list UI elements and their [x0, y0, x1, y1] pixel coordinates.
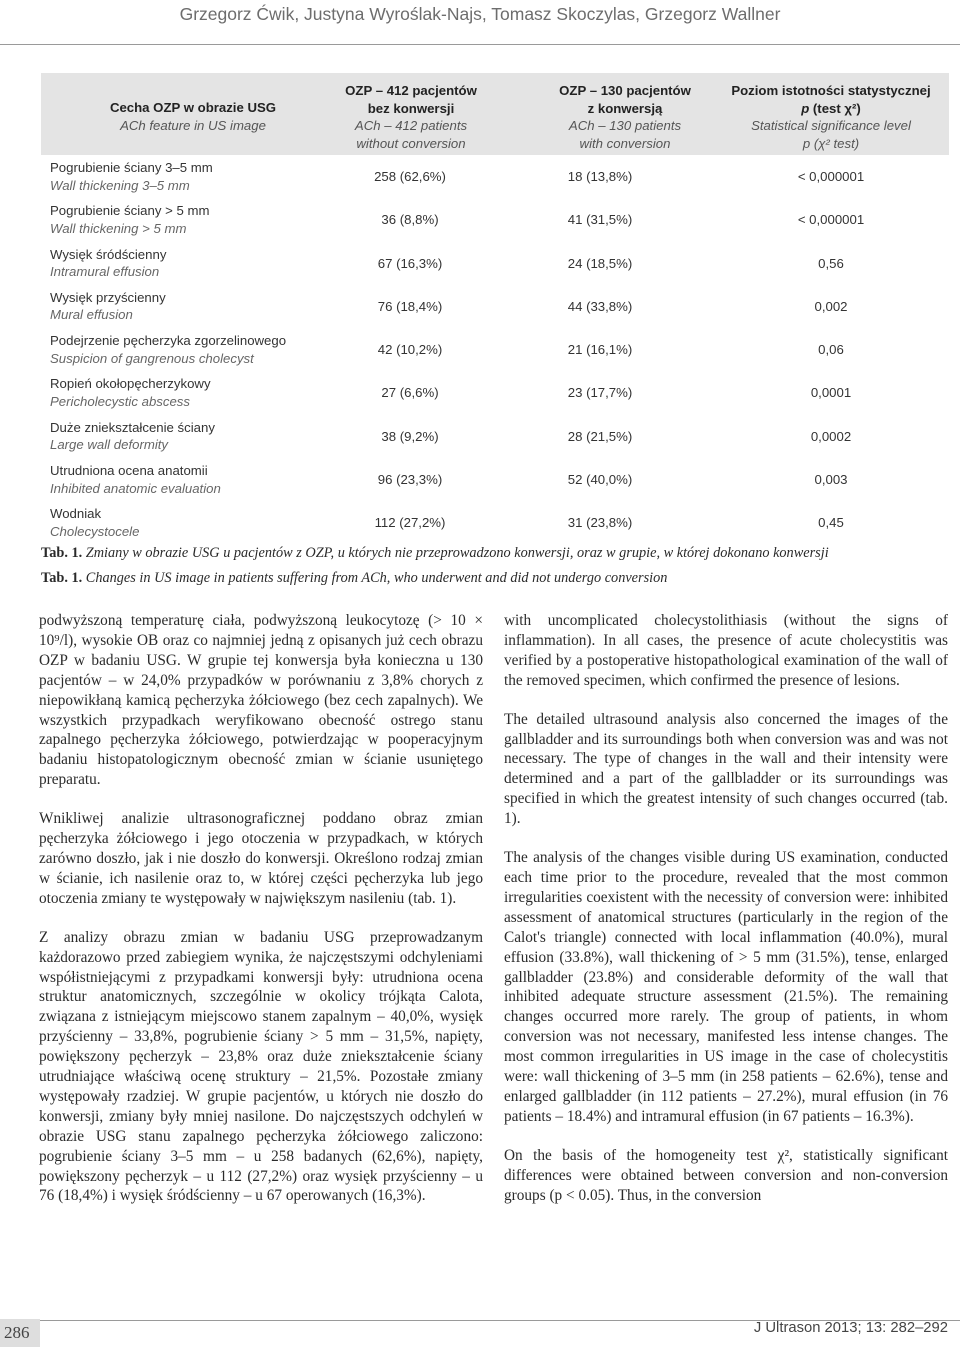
value-no-conversion: 36 (8,8%): [381, 212, 439, 228]
row-label-en: Inhibited anatomic evaluation: [50, 480, 221, 496]
running-header-authors: Grzegorz Ćwik, Justyna Wyroślak-Najs, Tomasz Skoczylas, Grzegorz Wallner: [179, 4, 781, 24]
header-no-conversion-en1: ACh – 412 patients: [354, 118, 468, 133]
caption-en-text: Changes in US image in patients suffering from ACh, who underwent and did not undergo conversion: [82, 570, 668, 586]
row-label: [50, 159, 213, 194]
header-no-conversion-en2: without conversion: [356, 135, 466, 151]
value-conversion: 52 (40,0%): [567, 472, 633, 488]
header-no-conversion-pl1: OZP – 412 pacjentów: [345, 83, 477, 98]
row-label-pl: Pogrubienie ściany > 5 mm: [50, 203, 210, 219]
paragraph: Z analizy obrazu zmian w badaniu USG przeprowadzanym każdorazowo przed zabiegiem wynika, że najczęstszymi odchyleniami współistniejącymi z przypadkami konwersji były: utrudniona ocena struktur anatomicznych, szczególnie w okolicy trójkąta Calota, związana z istniejącym miejscowo stanem zapalnym – 40,0%, wysięk przyścienny – 33,8%, pogrubienie ściany > 5 mm – 31,5%, napięty, powiększony pęcherzyk – 23,8% oraz duże zniekształcenie ściany utrudniające właściwą ocenę struktury – 21,5%. Pozostałe zmiany występowały rzadziej. W grupie pacjentów, u których nie doszło do konwersji, zmiany były mniej nasilone. Do najczęstszych odchyleń w obrazie USG stanu zapalnego pęcherzyka żółciowego zaliczono: pogrubienie ściany 3–5 mm – u 258 badanych (62,6%), napięty, powiększony pęcherzyk – u 112 (27,2%) oraz wysięk przyścienny – u 76 (18,4%) i wysięk śródścienny – u 67 operowanych (16,3%).: [39, 928, 483, 1205]
value-conversion: 23 (17,7%): [567, 385, 633, 401]
paragraph: The detailed ultrasound analysis also concerned the images of the gallbladder and its surroundings both when conversion was and was not necessary. The type of changes in the wall and their intensity were determined and a part of the gallbladder or its surroundings was specified in which the greatest intensity of such changes occurred (tab. 1).: [504, 710, 948, 828]
paragraph: The analysis of the changes visible during US examination, conducted each time prior to the procedure, revealed that the most common irregularities coexistent with the necessity of conversion were: inhibited assessment of anatomical structures (particularly in the region of the Calot's triangle) connected with local inflammation (40.0%), mural effusion (33.8%), wall thickening of > 5 mm (31.5%), tense, enlarged gallbladder (23.8%) and considerable deformity of the wall that inhibited adequate structure assessment (21.5%). The remaining changes occurred more rarely. The group of patients, in whom conversion was not necessary, manifested less intense changes. The most common irregularities in US image in the case of cholecystitis were: wall thickening of 3–5 mm (in 258 patients – 62.6%), tense and enlarged gallbladder (in 112 patients – 27.2%), mural effusion (in 76 patients – 18.4%) and intramural effusion (in 67 patients – 16.3%).: [504, 849, 948, 1125]
row-label-en: Wall thickening 3–5 mm: [50, 177, 190, 193]
value-conversion: 41 (31,5%): [567, 212, 633, 228]
header-significance-pl1: Poziom istotności statystycznej: [731, 83, 931, 98]
row-label: [50, 419, 215, 454]
value-p: 0,06: [818, 342, 844, 358]
row-label: [50, 289, 166, 324]
row-label: [50, 462, 221, 497]
journal-citation: J Ultrason 2013; 13: 282–292: [753, 1320, 948, 1336]
results-table: [41, 73, 949, 545]
row-label-pl: Pogrubienie ściany 3–5 mm: [50, 160, 213, 175]
value-no-conversion: 258 (62,6%): [374, 169, 446, 184]
caption-en-label: Tab. 1.: [41, 570, 83, 586]
value-p: 0,56: [818, 255, 844, 271]
value-conversion: 18 (13,8%): [567, 169, 633, 184]
caption-pl-text: Zmiany w obrazie USG u pacjentów z OZP, u których nie przeprowadzono konwersji, oraz w grupie, w której dokonano konwersji: [82, 545, 829, 561]
row-label-pl: Ropień okołopęcherzykowy: [50, 376, 211, 392]
row-label: [50, 246, 166, 281]
row-label-en: Pericholecystic abscess: [50, 393, 190, 409]
row-label-en: Mural effusion: [50, 307, 133, 323]
value-no-conversion: 76 (18,4%): [377, 298, 443, 314]
value-no-conversion: 38 (9,2%): [381, 428, 439, 444]
header-feature: [41, 99, 345, 134]
row-label-pl: Wodniak: [50, 506, 102, 522]
value-p: 0,003: [814, 472, 848, 488]
header-significance-en1: Statistical significance level: [751, 118, 911, 133]
value-p: 0,0001: [810, 385, 852, 401]
header-no-conversion: [305, 82, 517, 152]
table-row: [41, 501, 949, 544]
value-no-conversion: 27 (6,6%): [381, 385, 439, 401]
header-conversion-pl2: z konwersją: [587, 100, 663, 116]
row-label-pl: Podejrzenie pęcherzyka zgorzelinowego: [50, 333, 287, 349]
header-significance-p: p: [801, 100, 810, 116]
value-conversion: 31 (23,8%): [567, 515, 633, 531]
value-no-conversion: 67 (16,3%): [377, 255, 443, 271]
row-label-en: Wall thickening > 5 mm: [50, 220, 187, 236]
paragraph: podwyższoną temperaturę ciała, podwyższoną leukocytozę (> 10 × 10⁹/l), wysokie OB oraz co najmniej jedną z opisanych już cech obrazu OZP w badaniu USG. W grupie tej konwersja była konieczna u 130 pacjentów – w 24,0% przypadków w porównaniu z 3,8% chorych z niepowikłaną kamicą pęcherzyka żółciowego (bez cech zapalnych). We wszystkich przypadkach weryfikowano obecność ostrego stanu zapalnego pęcherzyka żółciowego, potwierdzając w pooperacyjnym badaniu histopatologicznym obecność zmian w ścianie usuniętego preparatu.: [39, 612, 483, 789]
body-column-left: [39, 611, 483, 1225]
table-caption-pl: [41, 545, 829, 562]
header-significance-en2: p (χ² test): [802, 135, 860, 151]
value-conversion: 28 (21,5%): [567, 428, 633, 444]
row-label: [50, 375, 211, 410]
header-divider: [0, 44, 960, 45]
paragraph: Wnikliwej analizie ultrasonograficznej poddano obraz zmian pęcherzyka żółciowego i jego otoczenia w przypadkach, w których zarówno doszło, jak i nie doszło do konwersji. Określono rodzaj zmian w ścianie, ich nasilenie oraz to, w której części pęcherzyka lub jego otoczenia zmiany te występowały w największym nasileniu (tab. 1).: [39, 810, 483, 907]
table-row: [41, 242, 949, 285]
table-row: [41, 415, 949, 458]
value-conversion: 21 (16,1%): [567, 342, 633, 358]
table-row: [41, 198, 949, 241]
page-number-box: [0, 1319, 40, 1347]
value-p: 0,45: [818, 515, 844, 531]
header-no-conversion-pl2: bez konwersji: [367, 100, 455, 116]
table-row: [41, 371, 949, 414]
caption-pl-label: Tab. 1.: [41, 545, 83, 561]
value-no-conversion: 96 (23,3%): [377, 472, 443, 488]
paragraph: On the basis of the homogeneity test χ², statistically significant differences were obtained between conversion and non-conversion groups (p < 0.05). Thus, in the conversion: [504, 1146, 948, 1204]
value-no-conversion: 112 (27,2%): [374, 515, 446, 531]
row-label-en: Cholecystocele: [50, 523, 140, 539]
header-conversion-pl1: OZP – 130 pacjentów: [559, 83, 691, 98]
table-header: [41, 73, 949, 155]
row-label: [50, 332, 286, 367]
value-conversion: 44 (33,8%): [567, 298, 633, 314]
table-body: [41, 155, 949, 545]
body-column-right: [504, 611, 948, 1224]
table-row: [41, 328, 949, 371]
value-p: 0,002: [814, 298, 848, 314]
row-label-en: Suspicion of gangrenous cholecyst: [50, 350, 254, 366]
table-row: [41, 285, 949, 328]
value-p: < 0,000001: [797, 169, 865, 184]
row-label-pl: Duże zniekształcenie ściany: [50, 419, 215, 435]
page-number: 286: [4, 1323, 30, 1342]
header-conversion-en2: with conversion: [579, 135, 671, 151]
value-p: < 0,000001: [797, 212, 865, 228]
row-label: [50, 505, 139, 540]
row-label: [50, 202, 209, 237]
header-feature-pl: Cecha OZP w obrazie USG: [109, 100, 277, 115]
table-row: [41, 155, 949, 198]
row-label-en: Intramural effusion: [50, 264, 160, 280]
header-feature-en: ACh feature in US image: [120, 117, 266, 133]
header-conversion: [515, 82, 735, 152]
value-conversion: 24 (18,5%): [567, 255, 633, 271]
row-label-pl: Wysięk przyścienny: [50, 289, 166, 305]
row-label-pl: Wysięk śródścienny: [50, 246, 167, 262]
paragraph: with uncomplicated cholecystolithiasis (without the signs of inflammation). In all cases, the presence of acute cholecystitis was verified by a postoperative histopathological examination of the wall of the removed specimen, which confirmed the presence of lesions.: [504, 612, 948, 689]
value-p: 0,0002: [810, 428, 852, 444]
table-caption-en: [41, 570, 667, 587]
header-conversion-en1: ACh – 130 patients: [568, 118, 682, 133]
row-label-pl: Utrudniona ocena anatomii: [50, 463, 208, 479]
row-label-en: Large wall deformity: [50, 437, 169, 453]
header-significance: [713, 82, 949, 152]
value-no-conversion: 42 (10,2%): [377, 342, 443, 358]
table-row: [41, 458, 949, 501]
header-significance-test: (test χ²): [809, 100, 861, 116]
